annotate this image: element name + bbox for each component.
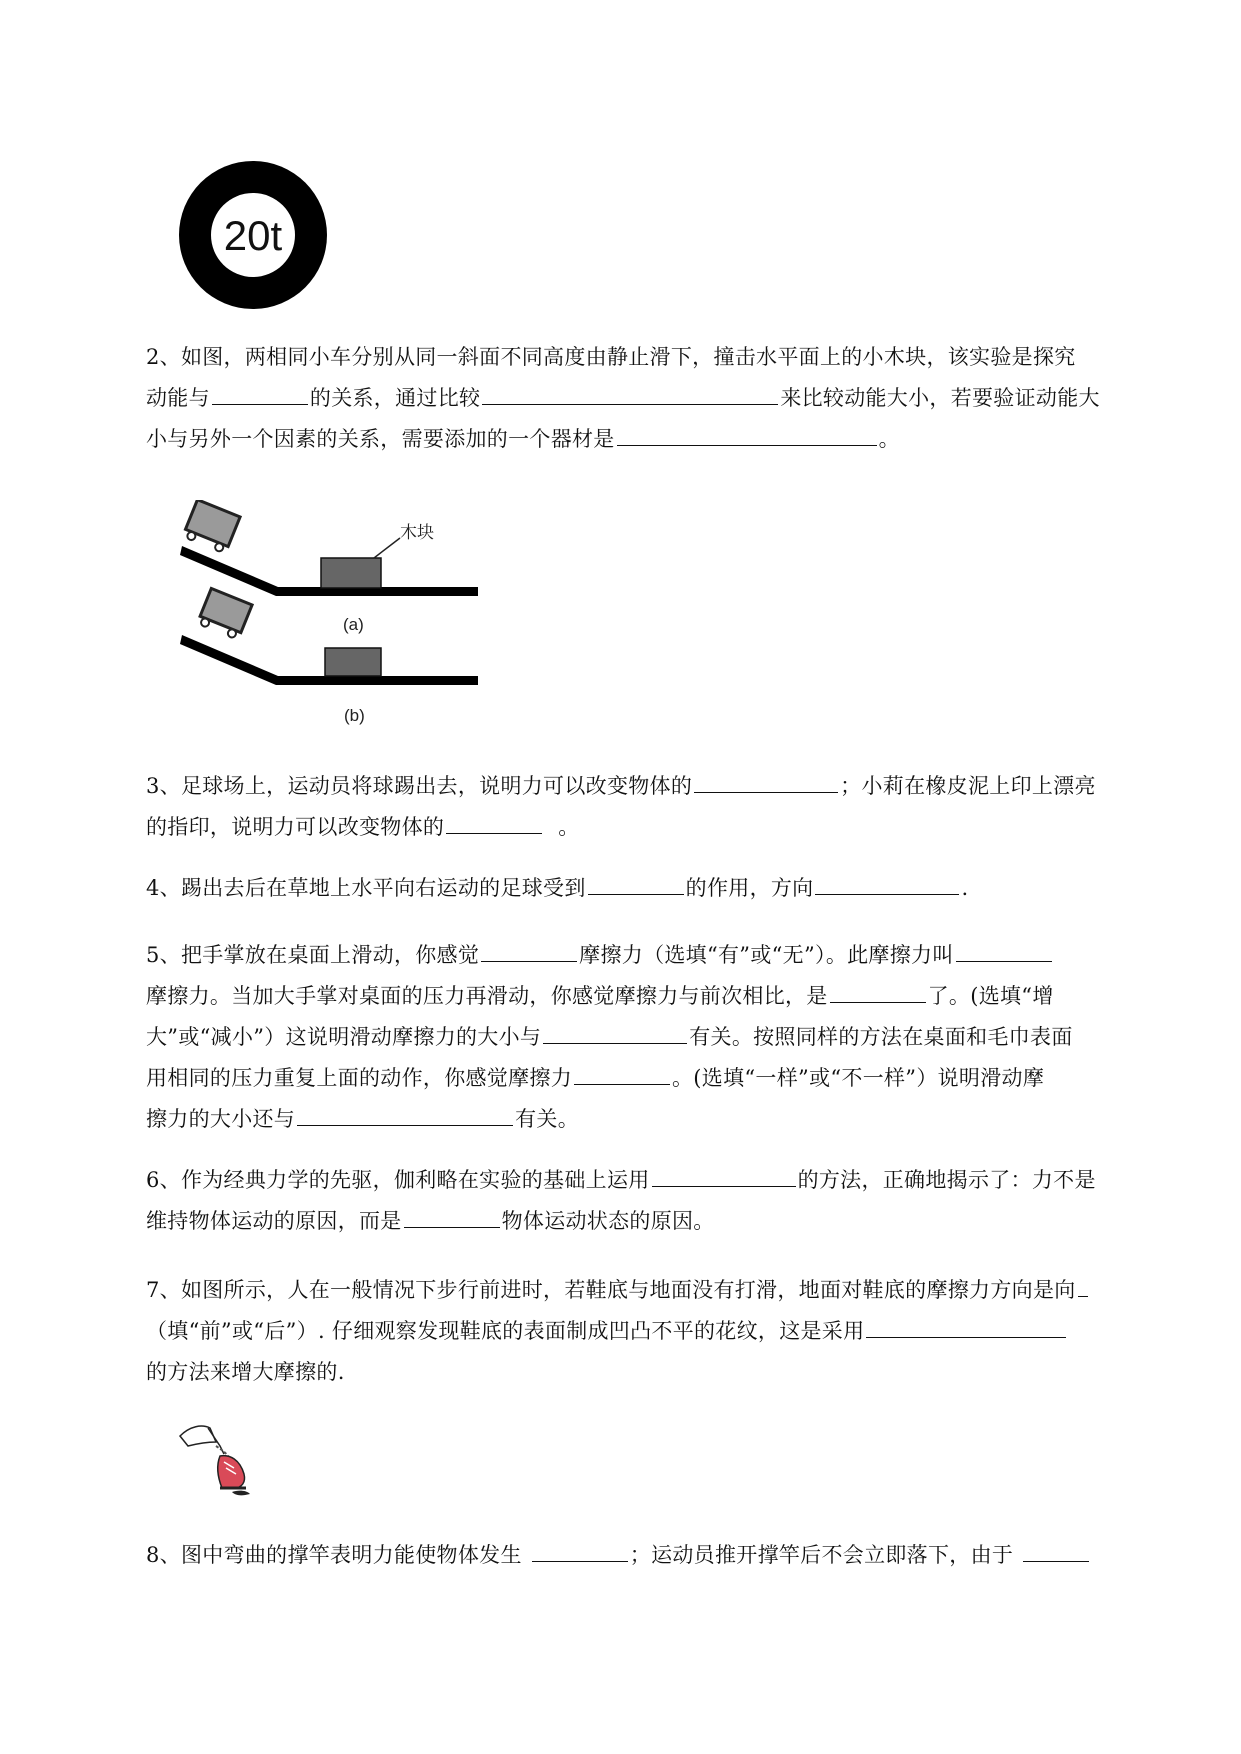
q5-blank-6[interactable] <box>297 1103 513 1126</box>
q5-text-3a: 大”或“减小”）这说明滑动摩擦力的大小与 <box>146 1025 542 1049</box>
q2-text-3a: 小与另外一个因素的关系，需要添加的一个器材是 <box>146 427 615 451</box>
q3-blank-2[interactable] <box>446 811 542 834</box>
q5-text-3b: 有关。按照同样的方法在桌面和毛巾表面 <box>689 1025 1073 1049</box>
q2-text-2c: 来比较动能大小，若要验证动能大 <box>780 386 1100 410</box>
q5-text-1a: 5、把手掌放在桌面上滑动，你感觉 <box>146 943 480 967</box>
q3-text-2b: 。 <box>558 815 580 839</box>
q4-text-1c: . <box>961 876 969 900</box>
question-3 <box>146 766 1146 848</box>
label-a: (a) <box>343 615 364 634</box>
question-4 <box>146 868 1146 909</box>
question-8 <box>146 1535 1146 1576</box>
q5-line-1 <box>146 935 1146 976</box>
q5-text-1b: 摩擦力（选填“有”或“无”）。此摩擦力叫 <box>579 943 954 967</box>
q7-text-2a: （填“前”或“后”）. 仔细观察发现鞋底的表面制成凹凸不平的花纹，这是采用 <box>146 1319 865 1343</box>
q6-text-1a: 6、作为经典力学的先驱，伽利略在实验的基础上运用 <box>146 1168 650 1192</box>
q5-blank-2[interactable] <box>956 939 1052 962</box>
q4-text-1a: 4、踢出去后在草地上水平向右运动的足球受到 <box>146 876 586 900</box>
ground-shadow <box>232 1491 250 1496</box>
q7-text-1: 7、如图所示，人在一般情况下步行前进时，若鞋底与地面没有打滑，地面对鞋底的摩擦力方向是向 <box>146 1278 1076 1302</box>
q7-blank-2[interactable] <box>866 1315 1066 1338</box>
q7-text-3: 的方法来增大摩擦的. <box>146 1360 345 1384</box>
q7-line-3 <box>146 1352 1146 1393</box>
q6-text-2a: 维持物体运动的原因，而是 <box>146 1209 402 1233</box>
q5-blank-3[interactable] <box>830 980 926 1003</box>
ramp-b <box>180 588 478 725</box>
q6-blank-1[interactable] <box>652 1164 796 1187</box>
walking-shoe-figure <box>176 1420 276 1500</box>
question-7 <box>146 1270 1146 1393</box>
question-6 <box>146 1160 1146 1242</box>
q2-line-3 <box>146 419 1146 460</box>
q6-line-2 <box>146 1201 1146 1242</box>
label-b: (b) <box>344 706 365 725</box>
q3-line-2 <box>146 807 1146 848</box>
q5-text-4a: 用相同的压力重复上面的动作，你感觉摩擦力 <box>146 1066 572 1090</box>
weight-limit-sign <box>178 160 328 310</box>
q3-text-1b: ；小莉在橡皮泥上印上漂亮 <box>840 774 1096 798</box>
q2-line-2 <box>146 378 1146 419</box>
q5-blank-1[interactable] <box>481 939 577 962</box>
q4-text-1b: 的作用，方向 <box>685 876 814 900</box>
q2-text-3b: 。 <box>878 427 900 451</box>
q2-text-1: 2、如图，两相同小车分别从同一斜面不同高度由静止滑下，撞击水平面上的小木块，该实验是探究 <box>146 345 1076 369</box>
q5-line-4 <box>146 1058 1146 1099</box>
block-label: 木块 <box>400 523 434 542</box>
q5-line-5 <box>146 1099 1146 1140</box>
q8-blank-2[interactable] <box>1023 1539 1089 1562</box>
q5-line-2 <box>146 976 1146 1017</box>
q5-line-3 <box>146 1017 1146 1058</box>
q8-blank-1[interactable] <box>532 1539 628 1562</box>
q2-text-2a: 动能与 <box>146 386 210 410</box>
q2-blank-1[interactable] <box>212 382 308 405</box>
q2-blank-2[interactable] <box>482 382 778 405</box>
sign-text: 20t <box>223 212 283 259</box>
q8-text-1b: ；运动员推开撑竿后不会立即落下，由于 <box>629 1543 1014 1567</box>
q5-text-4b: 。(选填“一样”或“不一样”）说明滑动摩 <box>672 1066 1045 1090</box>
q3-text-1a: 3、足球场上，运动员将球踢出去，说明力可以改变物体的 <box>146 774 693 798</box>
q6-line-1 <box>146 1160 1146 1201</box>
q8-text-1a: 8、图中弯曲的撑竿表明力能使物体发生 <box>146 1543 522 1567</box>
q3-text-2a: 的指印，说明力可以改变物体的 <box>146 815 445 839</box>
q2-blank-3[interactable] <box>617 423 877 446</box>
question-2 <box>146 337 1146 460</box>
q2-line-1 <box>146 337 1146 378</box>
wood-block-b <box>325 648 381 676</box>
q3-line-1 <box>146 766 1146 807</box>
q7-blank-1[interactable] <box>1078 1274 1088 1297</box>
q7-line-2 <box>146 1311 1146 1352</box>
q6-blank-2[interactable] <box>404 1205 500 1228</box>
q4-line-1 <box>146 868 1146 909</box>
q5-text-5b: 有关。 <box>515 1107 580 1131</box>
question-5 <box>146 935 1146 1140</box>
q3-blank-1[interactable] <box>694 770 838 793</box>
q5-text-5a: 擦力的大小还与 <box>146 1107 296 1131</box>
q6-text-1b: 的方法，正确地揭示了：力不是 <box>797 1168 1096 1192</box>
q7-line-1 <box>146 1270 1146 1311</box>
leg-outline <box>180 1426 216 1446</box>
q6-text-2b: 物体运动状态的原因。 <box>501 1209 715 1233</box>
wood-block-a <box>321 558 381 588</box>
q5-text-2a: 摩擦力。当加大手掌对桌面的压力再滑动，你感觉摩擦力与前次相比，是 <box>146 984 828 1008</box>
q5-text-2b: 了。(选填“增 <box>927 984 1054 1008</box>
ramp-figure <box>178 500 488 740</box>
q2-text-2b: 的关系，通过比较 <box>309 386 481 410</box>
q4-blank-1[interactable] <box>588 872 684 895</box>
q4-blank-2[interactable] <box>815 872 959 895</box>
q5-blank-5[interactable] <box>574 1062 670 1085</box>
q5-blank-4[interactable] <box>543 1021 687 1044</box>
q8-line-1 <box>146 1535 1146 1576</box>
